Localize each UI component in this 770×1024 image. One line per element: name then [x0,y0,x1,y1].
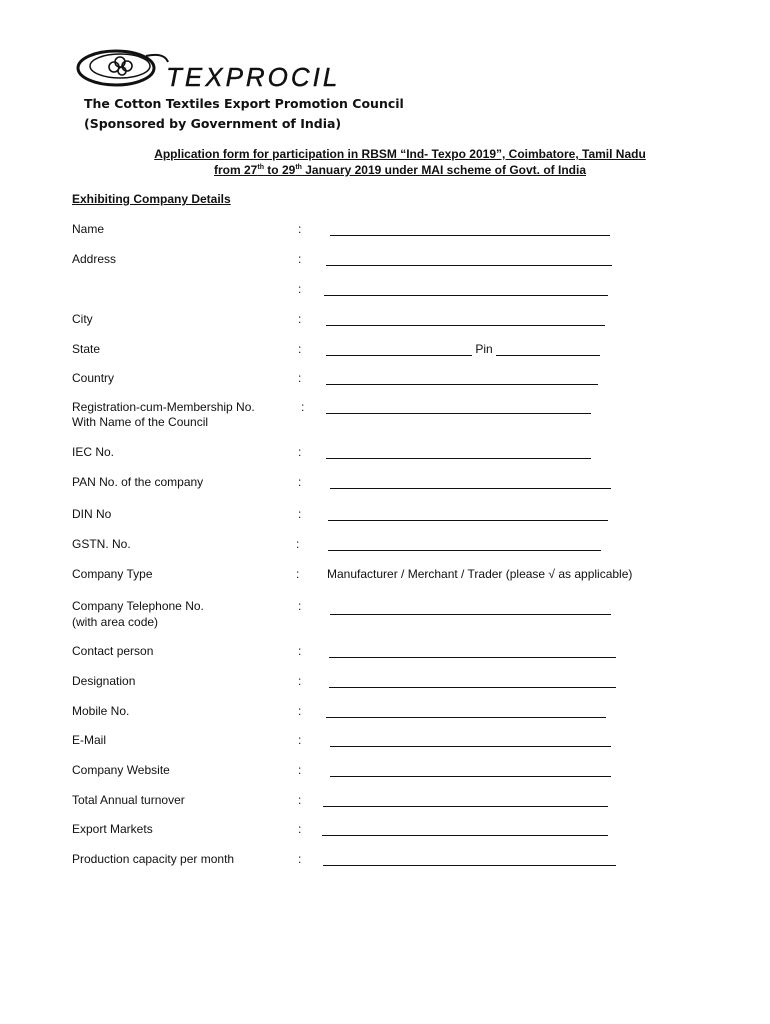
iec-input-line[interactable] [326,446,591,459]
field-colon: : [298,733,302,747]
texprocil-logo [76,44,436,94]
field-colon: : [298,704,302,718]
field-colon: : [298,475,302,489]
field-colon: : [298,282,302,296]
field-colon: : [298,822,302,836]
field-colon: : [298,644,302,658]
field-label: GSTN. No. [72,537,131,551]
contact-input-line[interactable] [329,645,616,658]
form-title-line2: from 27th to 29th January 2019 under MAI scheme of Govt. of India [214,163,586,177]
field-label: Export Markets [72,822,153,836]
pin-input-line[interactable] [496,343,600,356]
field-colon: : [301,400,305,414]
din-input-line[interactable] [328,508,608,521]
field-colon: : [298,445,302,459]
name-input-line[interactable] [330,223,610,236]
field-label: Country [72,371,115,385]
field-label: Company Type [72,567,153,581]
address-input-line-2[interactable] [324,283,608,296]
field-colon: : [298,371,302,385]
section-heading: Exhibiting Company Details [72,192,231,206]
field-colon: : [296,567,300,581]
gstn-input-line[interactable] [328,538,601,551]
field-label: Company Telephone No. (with area code) [72,599,204,629]
mobile-input-line[interactable] [326,705,606,718]
field-colon: : [298,507,302,521]
field-label: E-Mail [72,733,107,747]
field-colon: : [298,793,302,807]
field-colon: : [298,599,302,613]
field-label: Contact person [72,644,154,658]
company-type-options[interactable]: Manufacturer / Merchant / Trader (please √ as applicable) [327,567,633,581]
form-title-line1: Application form for participation in RBSM “Ind- Texpo 2019”, Coimbatore, Tamil Nadu [154,147,646,161]
email-input-line[interactable] [330,734,611,747]
city-input-line[interactable] [326,313,605,326]
field-label: Company Website [72,763,170,777]
org-sponsor: (Sponsored by Government of India) [84,116,342,131]
org-name: The Cotton Textiles Export Promotion Council [84,96,404,111]
field-colon: : [298,312,302,326]
field-label: Mobile No. [72,704,130,718]
field-label: Production capacity per month [72,852,235,866]
field-label: Registration-cum-Membership No. With Name of the Council [72,400,255,429]
field-label: IEC No. [72,445,115,459]
field-colon: : [296,537,300,551]
pan-input-line[interactable] [330,476,611,489]
field-label: PAN No. of the company [72,475,204,489]
field-colon: : [298,252,302,266]
markets-input-line[interactable] [322,823,608,836]
telephone-input-line[interactable] [330,602,611,615]
pin-label: Pin [475,342,493,356]
turnover-input-line[interactable] [323,794,608,807]
field-colon: : [298,763,302,777]
field-label: State [72,342,101,356]
state-input-line[interactable] [326,343,472,356]
field-label: Address [72,252,117,266]
field-label: DIN No [72,507,112,521]
website-input-line[interactable] [330,764,611,777]
field-label: Total Annual turnover [72,793,185,807]
designation-input-line[interactable] [329,675,616,688]
field-label: Designation [72,674,136,688]
field-label: Name [72,222,105,236]
logo-wordmark: TEXPROCIL [166,62,341,92]
field-colon: : [298,852,302,866]
cotton-boll-icon [76,46,171,90]
field-label: City [72,312,93,326]
capacity-input-line[interactable] [323,853,616,866]
field-colon: : [298,342,302,356]
address-input-line-1[interactable] [326,253,612,266]
field-colon: : [298,674,302,688]
registration-input-line[interactable] [326,401,591,414]
country-input-line[interactable] [326,372,598,385]
field-colon: : [298,222,302,236]
